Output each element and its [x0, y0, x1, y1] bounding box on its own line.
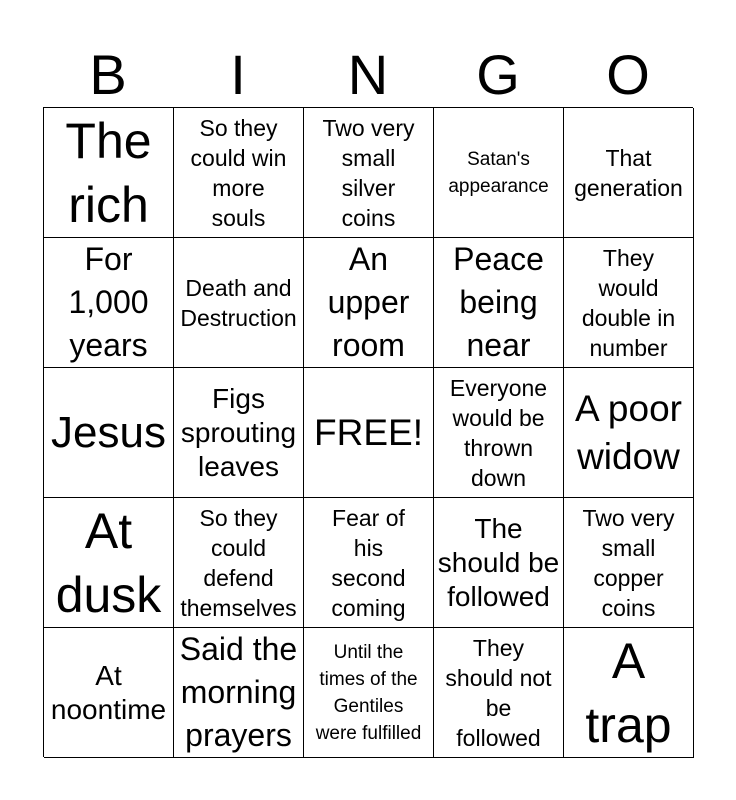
header-letter-b: B	[89, 43, 127, 106]
bingo-cell[interactable]	[564, 368, 694, 498]
bingo-cell[interactable]	[304, 498, 434, 628]
header-letter-o: O	[606, 43, 650, 106]
bingo-cell[interactable]	[434, 108, 564, 238]
bingo-cell[interactable]	[304, 238, 434, 368]
bingo-cell[interactable]	[174, 108, 304, 238]
bingo-cell[interactable]	[174, 628, 304, 758]
bingo-cell[interactable]	[44, 238, 174, 368]
cell-text: Peace being near	[453, 241, 544, 363]
cell-text: Figs sprouting leaves	[180, 382, 297, 482]
bingo-cell[interactable]	[174, 498, 304, 628]
bingo-cell[interactable]	[564, 628, 694, 758]
bingo-cell[interactable]	[304, 628, 434, 758]
cell-text: Death and Destruction	[180, 274, 297, 331]
bingo-cell[interactable]	[304, 108, 434, 238]
bingo-free-cell[interactable]	[304, 368, 434, 498]
bingo-cell[interactable]	[44, 368, 174, 498]
bingo-cell[interactable]	[434, 628, 564, 758]
cell-text: They should not be followed	[445, 634, 552, 751]
header-letter-g: G	[476, 43, 520, 106]
cell-text: Satan's appearance	[448, 148, 549, 197]
cell-text: An upper room	[327, 241, 410, 363]
bingo-cell[interactable]	[564, 238, 694, 368]
bingo-header	[43, 42, 693, 108]
free-space-text: FREE!	[314, 411, 423, 453]
cell-text: They would double in number	[581, 244, 676, 361]
cell-text: Jesus	[51, 407, 166, 457]
cell-text: Everyone would be thrown down	[449, 374, 548, 491]
bingo-cell[interactable]	[44, 108, 174, 238]
bingo-cell[interactable]	[564, 108, 694, 238]
cell-text: So they could defend themselves	[180, 504, 297, 621]
cell-text: Two very small copper coins	[582, 504, 675, 621]
header-letter-i: I	[230, 43, 246, 106]
cell-text: Said the morning prayers	[179, 631, 298, 753]
bingo-cell[interactable]	[434, 498, 564, 628]
bingo-cell[interactable]	[44, 628, 174, 758]
header-letter-n: N	[347, 43, 389, 106]
cell-text: Until the times of the Gentiles were fulfilled	[315, 641, 422, 744]
cell-text: So they could win more souls	[190, 114, 287, 231]
cell-text: For 1,000 years	[68, 241, 149, 363]
cell-text: A trap	[585, 632, 672, 753]
bingo-board	[43, 107, 693, 757]
bingo-cell[interactable]	[434, 238, 564, 368]
cell-text: A poor widow	[575, 387, 682, 477]
cell-text: Fear of his second coming	[331, 504, 406, 621]
bingo-cell[interactable]	[434, 368, 564, 498]
cell-text: The should be followed	[437, 512, 560, 612]
cell-text: That generation	[574, 144, 683, 201]
cell-text: At dusk	[55, 502, 162, 623]
cell-text: The rich	[65, 112, 152, 233]
cell-text: Two very small silver coins	[322, 114, 415, 231]
bingo-cell[interactable]	[564, 498, 694, 628]
bingo-cell[interactable]	[44, 498, 174, 628]
bingo-cell[interactable]	[174, 238, 304, 368]
cell-text: At noontime	[50, 659, 167, 725]
bingo-cell[interactable]	[174, 368, 304, 498]
